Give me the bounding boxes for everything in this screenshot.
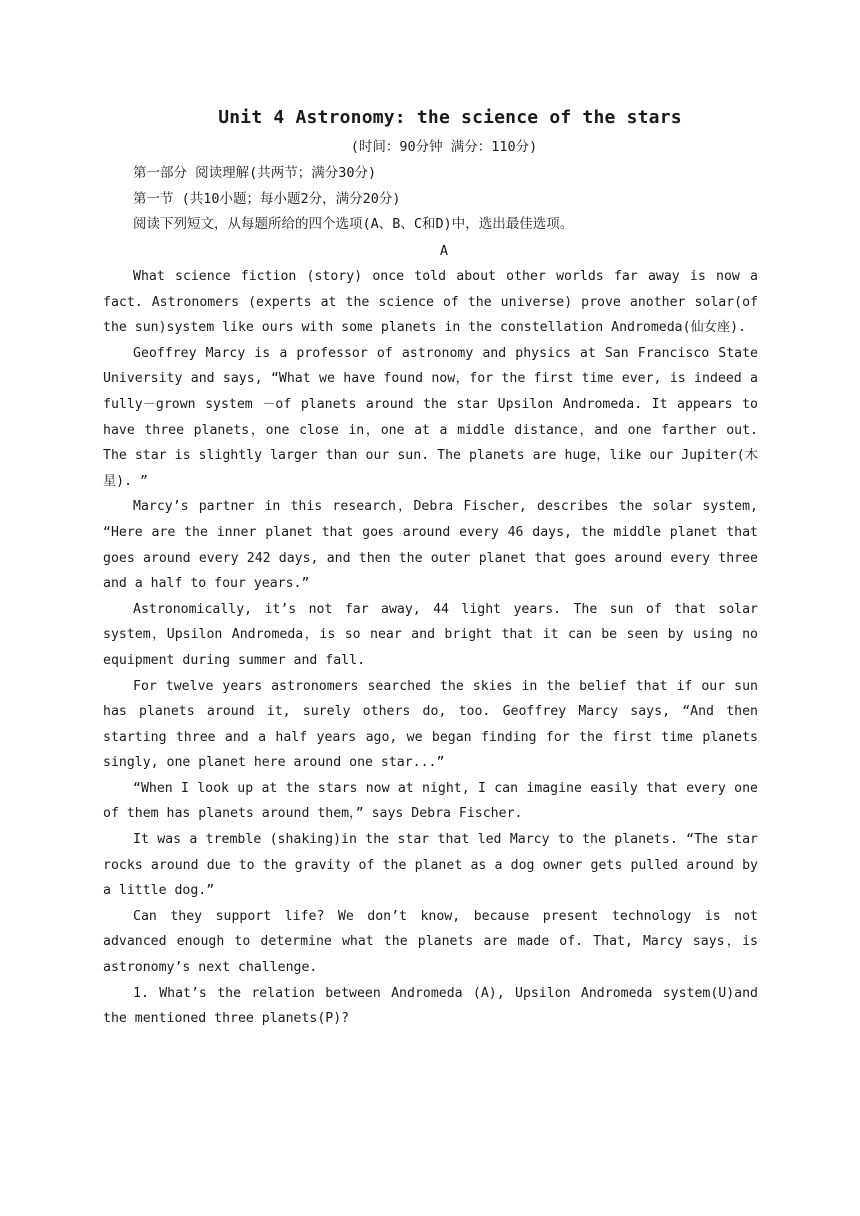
instruction-text: 阅读下列短文，从每题所给的四个选项(A、B、C和D)中，选出最佳选项。 (133, 216, 574, 232)
section-one-heading: 第一节 (共10小题；每小题2分，满分20分) (133, 191, 401, 207)
paragraph: It was a tremble (shaking)in the star that led Marcy to the planets. “The star rocks around due to the gravity of the planet as a dog owner gets pulled around by a little dog.” (103, 832, 758, 899)
paragraph: “When I look up at the stars now at night, I can imagine easily that every one of them has planets around them，” says Debra Fischer. (103, 780, 758, 822)
question-1: 1. What’s the relation between Andromeda (A), Upsilon Andromeda system(U)and the mentioned three planets(P)? (103, 985, 758, 1027)
page-title: Unit 4 Astronomy: the science of the stars (218, 107, 682, 128)
exam-time-and-score: (时间：90分钟 满分：110分) (350, 139, 538, 155)
paragraph: What science fiction (story) once told about other worlds far away is now a fact. Astronomers (experts at the science of the universe) prove another solar(of the sun)system like ours with some planets in the constellation Andromeda(仙女座). (103, 269, 758, 336)
paragraph: Marcy’s partner in this research，Debra Fischer, describes the solar system, “Here are the inner planet that goes around every 46 days, the middle planet that goes around every 242 days, and then the outer planet that goes around every three and a half to four years.” (103, 499, 758, 592)
passage-label: A (439, 243, 449, 259)
paragraph: Astronomically, it’s not far away, 44 light years. The sun of that solar system，Upsilon Andromeda，is so near and bright that it can be seen by using no equipment during summer and fall. (103, 601, 758, 668)
paragraph: For twelve years astronomers searched the skies in the belief that if our sun has planets around it, surely others do, too. Geoffrey Marcy says, “And then starting three and a half years ago, we began finding for the first time planets singly, one planet here around one star...” (103, 678, 758, 771)
passage-body (103, 264, 758, 1032)
paragraph: Can they support life? We don’t know, because present technology is not advanced enough to determine what the planets are made of. That, Marcy says，is astronomy’s next challenge. (103, 908, 758, 976)
paragraph: Geoffrey Marcy is a professor of astronomy and physics at San Francisco State University and says, “What we have found now，for the first time ever, is indeed a fully－grown system －of planets around the star Upsilon Andromeda. It appears to have three planets，one close in，one at a middle distance，and one farther out. The star is slightly larger than our sun. The planets are huge，like our Jupiter(木星). ” (103, 345, 758, 489)
part-one-heading: 第一部分 阅读理解(共两节；满分30分) (133, 165, 377, 181)
